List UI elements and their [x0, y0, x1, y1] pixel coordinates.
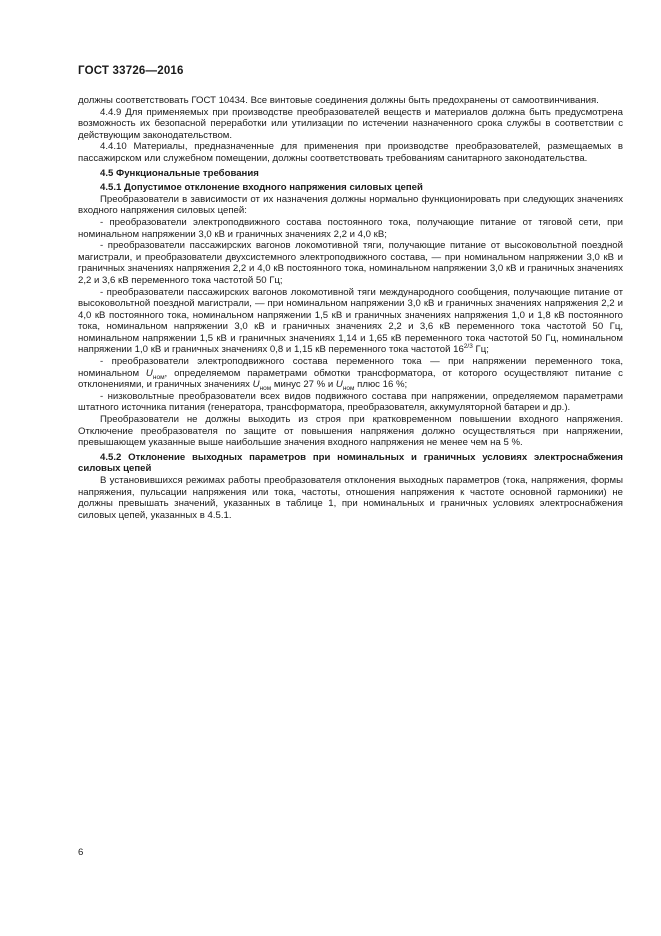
frequency-tail: Гц;	[472, 344, 489, 356]
paragraph-output-deviations: В установившихся режимах работы преобразователя отклонения выходных параметров (тока, напряжения, формы напряжения, пульсации напряжения или тока, частоты, отношения напряжения к частоте основной гармоники) не должны превышать значений, указанных в таблице 1, при номинальных и граничных условиях электроснабжения силовых цепей, указанных в 4.5.1.	[78, 475, 623, 521]
list-item-passenger-cars: - преобразователи пассажирских вагонов локомотивной тяги, получающие питание от высоковольтной поездной магистрали, и преобразователи двухсистемного электроподвижного состава, — при номинальном напряжении 3,0 кВ и граничных значениях напряжения 2,2 и 4,0 кВ постоянного тока, номинальном напряжении 3,0 кВ и граничных значениях 2,2 и 3,6 кВ переменного тока частотой 50 Гц;	[78, 240, 623, 286]
u-symbol-3: U	[335, 379, 343, 391]
list-item-low-voltage: - низковольтные преобразователи всех видов подвижного состава при напряжении, определяемом параметрами штатного источника питания (генератора, трансформатора, преобразователя, аккумуляторной батареи и др.).	[78, 390, 623, 414]
standard-header: ГОСТ 33726—2016	[78, 65, 184, 77]
list-item-dc-eps: - преобразователи электроподвижного состава постоянного тока, получающие питание от тяговой сети, при номинальном напряжении 3,0 кВ и граничных значениях 2,2 и 4,0 кВ;	[78, 216, 623, 240]
page-number: 6	[78, 847, 84, 858]
u-symbol-1: U	[145, 367, 153, 379]
paragraph-overvoltage: Преобразователи не должны выходить из строя при кратковременном повышении входного напряжения. Отключение преобразователя по защите от повышения напряжения должно осуществляться при напряжении, превышающем указанные выше наибольшие значения входного напряжения не менее чем на 5 %.	[78, 414, 623, 449]
paragraph-4-4-10: 4.4.10 Материалы, предназначенные для применения при производстве преобразователей, размещаемых в пассажирском или служебном помещении, должны соответствовать требованиям санитарного законодательства.	[78, 141, 623, 164]
list-item-international	[78, 287, 623, 357]
paragraph-continuation: должны соответствовать ГОСТ 10434. Все винтовые соединения должны быть предохранены от самоотвинчивания.	[78, 95, 599, 106]
document-body	[78, 95, 623, 521]
heading-4-5-1: 4.5.1 Допустимое отклонение входного напряжения силовых цепей	[100, 182, 423, 194]
u-symbol-2: U	[252, 379, 260, 391]
ac-eps-middle: , определяемом параметрами обмотки трансформатора, от которого осуществляют питание с отклонениями, и граничных значениях	[78, 367, 623, 391]
list-item-ac-eps-text: - преобразователи электроподвижного состава переменного тока — при напряжении переменного тока, номинальном	[78, 356, 623, 379]
ac-eps-plus: плюс 16 %;	[354, 379, 408, 391]
nom-subscript-3: ном	[342, 385, 355, 393]
heading-4-5-2: 4.5.2 Отклонение выходных параметров при номинальных и граничных условиях электроснабжения силовых цепей	[78, 451, 623, 475]
paragraph-4-4-9: 4.4.9 Для применяемых при производстве преобразователей веществ и материалов должна быть предусмотрена возможность их безопасной переработки или утилизации по истечении назначенного срока службы в соответствии с действующим законодательством.	[78, 106, 623, 141]
paragraph-intro: Преобразователи в зависимости от их назначения должны нормально функционировать при следующих значениях входного напряжения силовых цепей:	[78, 193, 623, 217]
nom-subscript-1: ном	[152, 373, 165, 381]
list-item-ac-eps	[78, 356, 623, 391]
nom-subscript-2: ном	[259, 385, 272, 393]
heading-4-5: 4.5 Функциональные требования	[100, 167, 259, 179]
ac-eps-minus: минус 27 % и	[271, 379, 336, 391]
list-item-international-text: - преобразователи пассажирских вагонов локомотивной тяги международного сообщения, получающие питание от высоковольтной поездной магистрали, — при номинальном напряжении 3,0 кВ и граничных значениях напряжения 2,2 и 4,0 кВ постоянного тока, номинальном напряжении 1,5 кВ и граничных значениях напряжения 1,0 и 1,8 кВ постоянного тока, номинальном напряжении 3,0 кВ и граничных значениях 2,2 и 3,6 кВ переменного тока частотой 50 Гц, номинальном напряжении 1,5 кВ и граничных значениях 1,14 и 1,65 кВ переменного тока частотой 50 Гц, номинальном напряжении 1,0 кВ и граничных значениях 0,8 и 1,15 кВ переменного тока частотой 16	[78, 286, 623, 356]
frequency-superscript: 2/3	[463, 343, 473, 351]
